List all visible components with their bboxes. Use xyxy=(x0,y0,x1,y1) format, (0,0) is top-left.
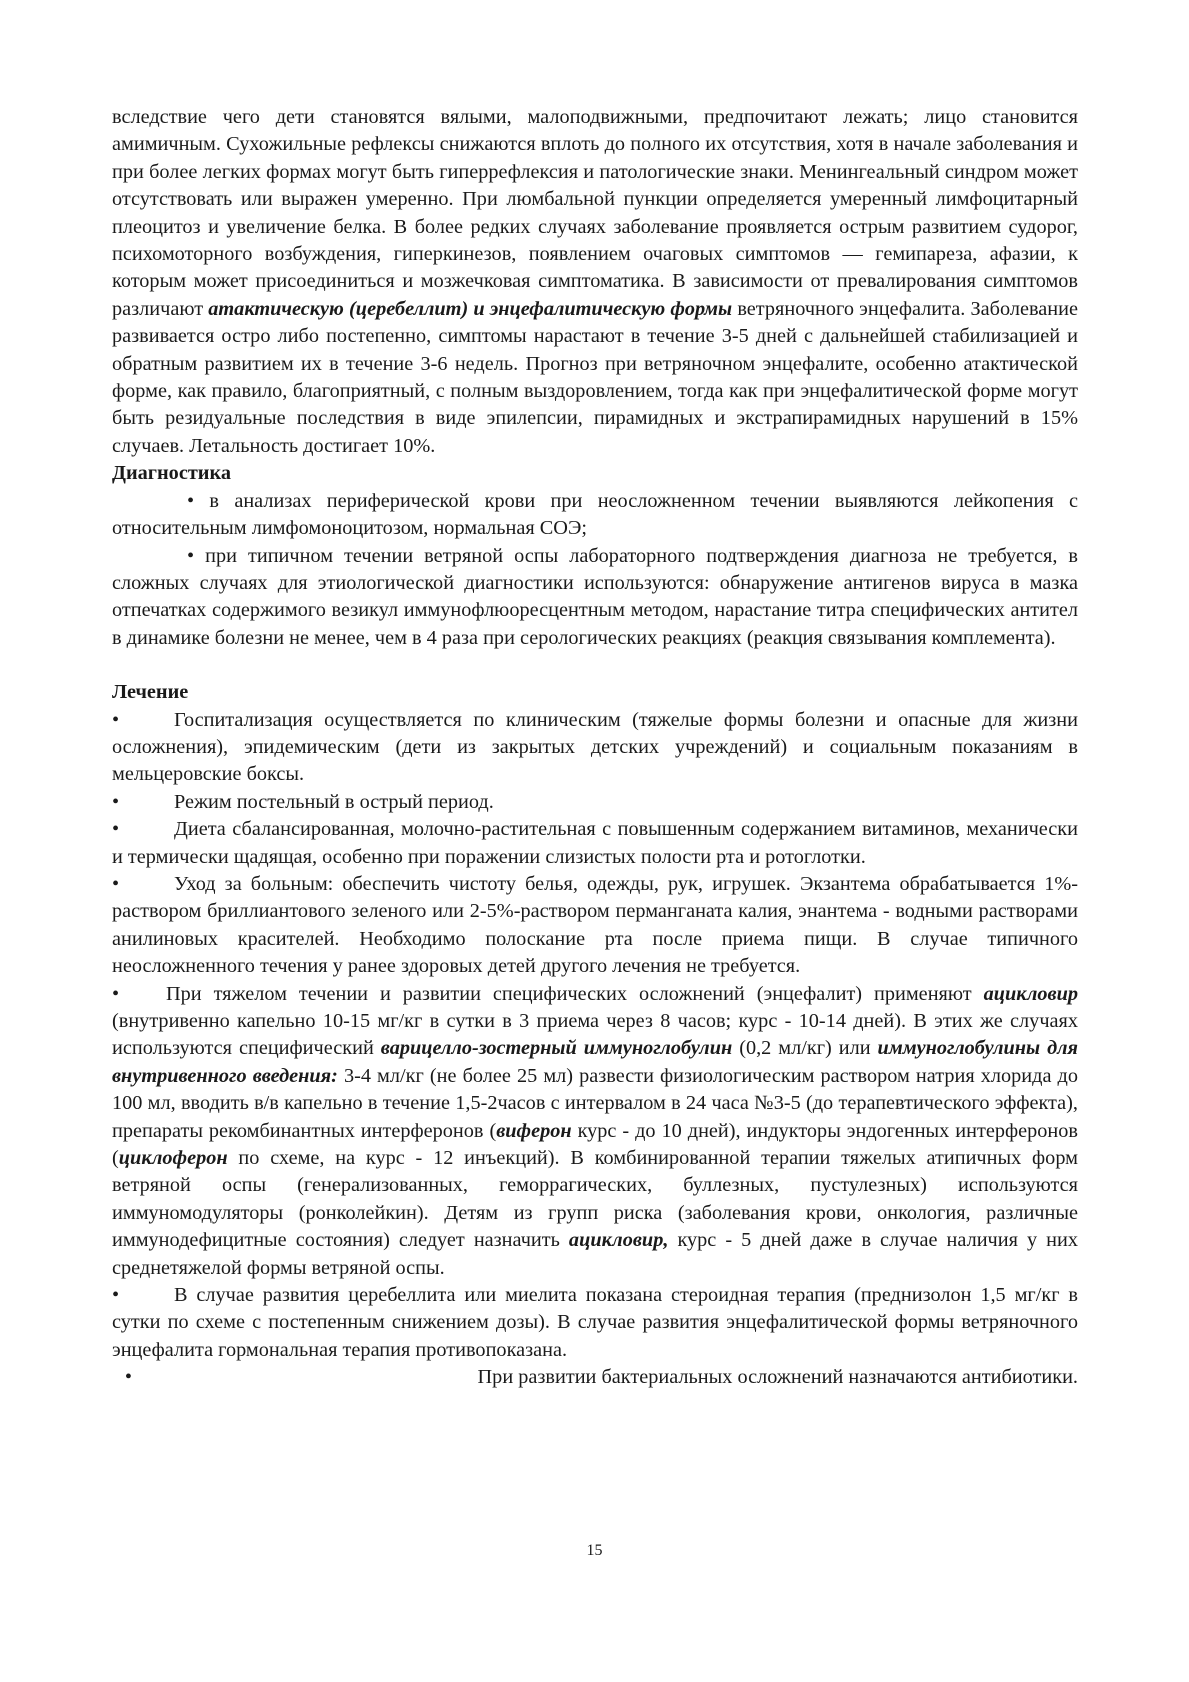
emphasis-text: атактическую (церебеллит) и энцефалитическую формы xyxy=(208,297,733,320)
bullet: • xyxy=(112,1284,120,1307)
treatment-item-1 xyxy=(112,707,1078,789)
list-item-text: При развитии бактериальных осложнений назначаются антибиотики. xyxy=(477,1366,1078,1389)
list-item-text: курс - 5 дней даже в случае наличия у них среднетяжелой формы ветряной оспы. xyxy=(112,1229,1078,1279)
paragraph-text: вследствие чего дети становятся вялыми, малоподвижными, предпочитают лежать; лицо становится амимичным. Сухожильные рефлексы снижаются вплоть до полного их отсутствия, хотя в начале заболевания и при более легких формах могут быть гиперрефлексия и патологические знаки. Менингеальный синдром может отсутствовать или выражен умеренно. При люмбальной пункции определяется умеренный лимфоцитарный плеоцитоз и увеличение белка. В более редких случаях заболевание проявляется острым развитием судорог, психомоторного возбуждения, гиперкинезов, появлением очаговых симптомов — гемипареза, афазии, к которым может присоединиться и мозжечковая симптоматика. В зависимости от превалирования симптомов различают xyxy=(112,106,1078,320)
bullet: • xyxy=(112,790,120,813)
list-item-text: (0,2 мл/кг) или xyxy=(732,1037,878,1060)
drug-name: иммуноглобулины для внутривенного введения: xyxy=(112,1037,1078,1087)
bullet: • xyxy=(112,708,120,731)
list-item-text: Госпитализация осуществляется по клиническим (тяжелые формы болезни и опасные для жизни осложнения), эпидемическим (дети из закрытых детских учреждений) и социальным показаниям в мельцеровские боксы. xyxy=(112,708,1078,786)
bullet: • xyxy=(112,818,120,841)
spacer xyxy=(112,652,1078,679)
treatment-item-7 xyxy=(112,1364,1078,1391)
paragraph-encephalitis xyxy=(112,104,1078,460)
diagnostics-item-2: • при типичном течении ветряной оспы лабораторного подтверждения диагноза не требуется, в сложных случаях для этиологической диагностики используются: обнаружение антигенов вируса в мазка отпечатках содержимого везикул иммунофлюоресцентным методом, нарастание титра специфических антител в динамике болезни не менее, чем в 4 раза при серологических реакциях (реакция связывания комплемента). xyxy=(112,544,1078,649)
diagnostics-item-1: • в анализах периферической крови при неосложненном течении выявляются лейкопения с относительным лимфомоноцитозом, нормальная СОЭ; xyxy=(112,489,1078,540)
bullet: • xyxy=(112,872,120,895)
list-item-text: В случае развития церебеллита или миелита показана стероидная терапия (преднизолон 1,5 мг/кг в сутки по схеме с постепенным снижением дозы). В случае развития энцефалитической формы ветряночного энцефалита гормональная терапия противопоказана. xyxy=(112,1284,1078,1361)
list-item-text: Диета сбалансированная, молочно-растительная с повышенным содержанием витаминов, механически и термически щадящая, особенно при поражении слизистых полости рта и ротоглотки. xyxy=(112,818,1078,868)
list-item-text: по схеме, на курс - 12 инъекций). В комбинированной терапии тяжелых атипичных форм ветряной оспы (генерализованных, геморрагических, буллезных, пустулезных) используются иммуномодуляторы (ронколейкин). Детям из групп риска (заболевания крови, онкология, различные иммунодефицитные состояния) следует назначить xyxy=(112,1147,1078,1252)
list-item-text: 3-4 мл/кг (не более 25 мл) развести физиологическим раствором натрия хлорида до 100 мл, вводить в/в капельно в течение 1,5-2часов с интервалом в 24 часа №3-5 (до терапевтического эффекта), препараты рекомбинантных интерферонов ( xyxy=(112,1064,1078,1142)
document-page xyxy=(112,104,1078,1392)
list-item-text: курс - до 10 дней), индукторы эндогенных интерферонов ( xyxy=(112,1119,1078,1170)
section-heading-diagnostics: Диагностика xyxy=(112,462,231,485)
paragraph-text: ветряночного энцефалита. Заболевание развивается остро либо постепенно, симптомы нарастают в течение 3-5 дней с дальнейшей стабилизацией и обратным развитием их в течение 3-6 недель. Прогноз при ветряночном энцефалите, особенно атактической форме, как правило, благоприятный, с полным выздоровлением, тогда как при энцефалитической форме могут быть резидуальные последствия в виде эпилепсии, пирамидных и экстрапирамидных нарушений в 15% случаев. Летальность достигает 10%. xyxy=(112,297,1078,457)
list-item-text: Уход за больным: обеспечить чистоту белья, одежды, рук, игрушек. Экзантема обрабатывается 1%-раствором бриллиантового зеленого или 2-5%-раствором перманганата калия, энантема - водными растворами анилиновых красителей. Необходимо полоскание рта после приема пищи. В случае типичного неосложненного течения у ранее здоровых детей другого лечения не требуется. xyxy=(112,872,1078,978)
treatment-item-2 xyxy=(112,789,1078,816)
bullet: • xyxy=(124,1366,132,1389)
drug-name: виферон xyxy=(496,1119,572,1142)
drug-name: циклоферон xyxy=(118,1147,228,1170)
treatment-item-4 xyxy=(112,871,1078,981)
drug-name: ацикловир xyxy=(983,982,1078,1005)
list-item-text: (внутривенно капельно 10-15 мг/кг в сутки в 3 приема через 8 часов; курс - 10-14 дней). В этих же случаях используются специфический xyxy=(112,1010,1078,1060)
drug-name: варицелло-зостерный иммуноглобулин xyxy=(380,1037,733,1060)
section-heading-treatment: Лечение xyxy=(112,681,189,704)
treatment-item-3 xyxy=(112,816,1078,871)
list-item-text: При тяжелом течении и развитии специфических осложнений (энцефалит) применяют xyxy=(166,982,984,1005)
page-number: 15 xyxy=(586,1542,603,1559)
treatment-item-6 xyxy=(112,1282,1078,1364)
list-item-text: Режим постельный в острый период. xyxy=(174,790,494,813)
drug-name: ацикловир, xyxy=(568,1229,669,1252)
bullet: • xyxy=(112,982,120,1005)
treatment-item-5 xyxy=(112,981,1078,1282)
